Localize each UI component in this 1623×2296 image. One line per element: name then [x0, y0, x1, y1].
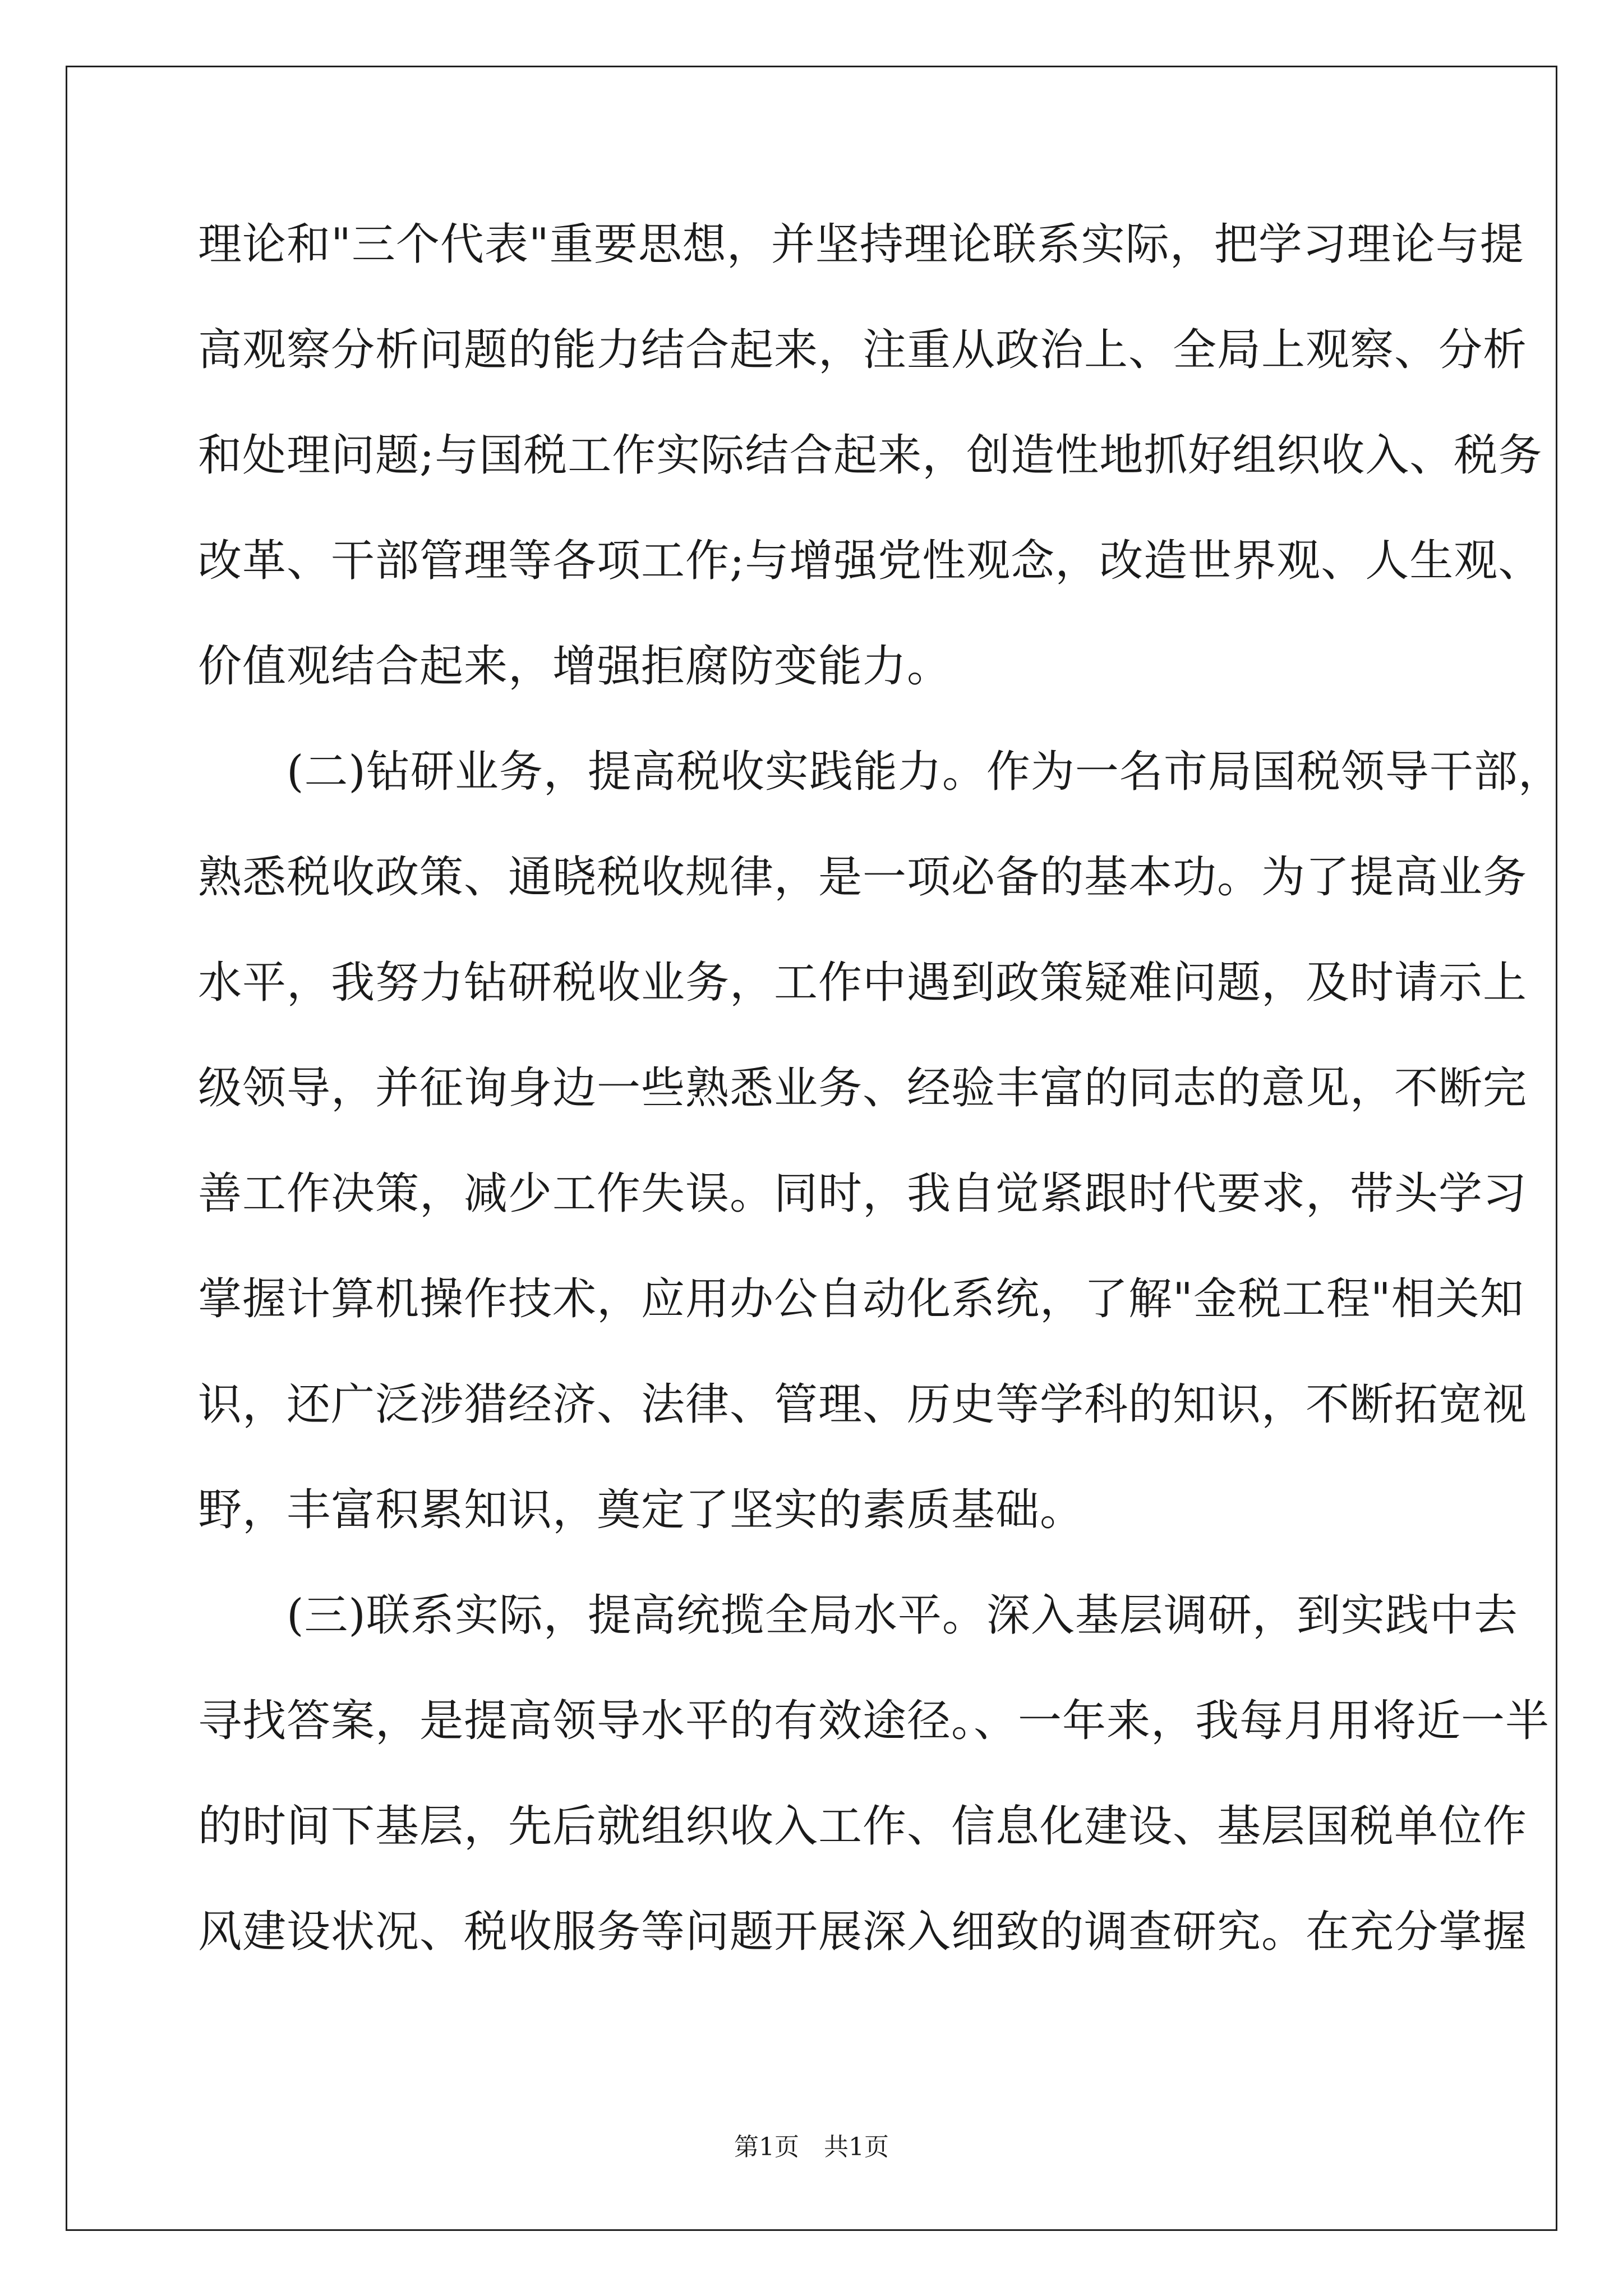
paragraph-heading-line: (三)联系实际，提高统揽全局水平。深入基层调研，到实践中去	[198, 1590, 1518, 1641]
text-line: 善工作决策，减少工作失误。同时，我自觉紧跟时代要求，带头学习	[198, 1168, 1528, 1219]
text-line: 掌握计算机操作技术，应用办公自动化系统，了解"金税工程"相关知	[198, 1274, 1524, 1324]
paragraph-heading-line: (二)钻研业务，提高税收实践能力。作为一名市局国税领导干部，	[198, 747, 1562, 797]
text-line: 水平，我努力钻研税收业务，工作中遇到政策疑难问题，及时请示上	[198, 958, 1528, 1008]
text-line: 级领导，并征询身边一些熟悉业务、经验丰富的同志的意见，不断完	[198, 1063, 1528, 1114]
text-line: 改革、干部管理等各项工作;与增强党性观念，改造世界观、人生观、	[198, 536, 1543, 586]
text-line: 高观察分析问题的能力结合起来，注重从政治上、全局上观察、分析	[198, 325, 1528, 375]
text-line: 价值观结合起来，增强拒腐防变能力。	[198, 641, 952, 692]
text-line: 理论和"三个代表"重要思想，并坚持理论联系实际，把学习理论与提	[198, 219, 1524, 270]
text-line: 野，丰富积累知识，奠定了坚实的素质基础。	[198, 1485, 1085, 1535]
text-line: 寻找答案，是提高领导水平的有效途径。、一年来，我每月用将近一半	[198, 1696, 1550, 1746]
text-line: 熟悉税收政策、通晓税收规律，是一项必备的基本功。为了提高业务	[198, 852, 1528, 903]
text-line: 识，还广泛涉猎经济、法律、管理、历史等学科的知识，不断拓宽视	[198, 1379, 1528, 1430]
text-line: 风建设状况、税收服务等问题开展深入细致的调查研究。在充分掌握	[198, 1907, 1528, 1957]
text-line: 的时间下基层，先后就组织收入工作、信息化建设、基层国税单位作	[198, 1801, 1528, 1852]
text-line: 和处理问题;与国税工作实际结合起来，创造性地抓好组织收入、税务	[198, 430, 1543, 481]
page-footer: 第1页 共1页	[734, 2133, 889, 2161]
